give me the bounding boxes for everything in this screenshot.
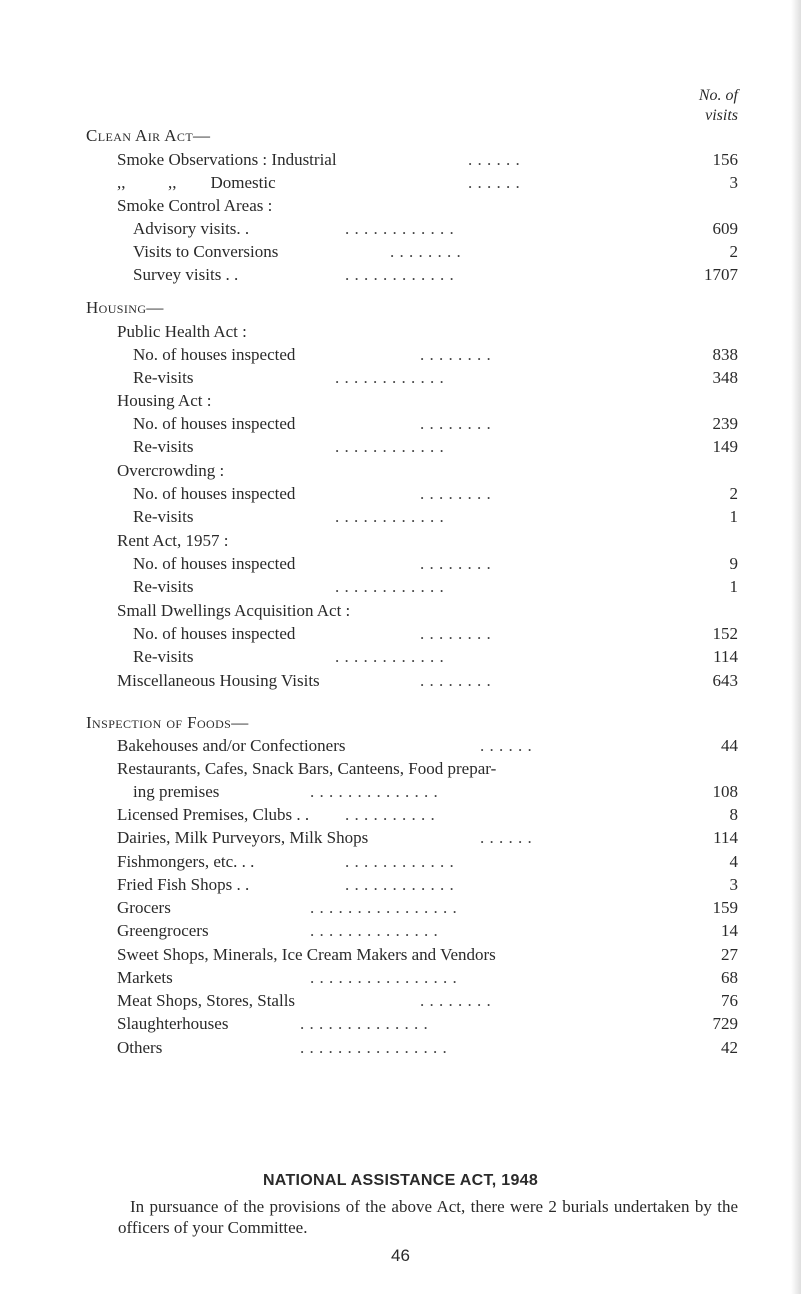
row-label: Dairies, Milk Purveyors, Milk Shops (117, 828, 369, 847)
table-row (0, 366, 801, 390)
row-visit-count: 3 (729, 173, 738, 192)
row-label: Small Dwellings Acquisition Act : (117, 601, 351, 620)
table-row (0, 943, 801, 967)
row-visit-count: 114 (713, 647, 738, 666)
row-label: No. of houses inspected (133, 414, 296, 433)
row-dot-leader: . . . . . . . . (420, 991, 492, 1010)
row-label: Miscellaneous Housing Visits (117, 671, 320, 690)
table-row (0, 529, 801, 553)
table-row (0, 194, 801, 218)
table-row (0, 757, 801, 781)
row-dot-leader: . . . . . . . . . . . . (335, 507, 445, 526)
row-visit-count: 3 (729, 875, 738, 894)
row-visit-count: 114 (713, 828, 738, 847)
table-row (0, 645, 801, 669)
row-label: Overcrowding : (117, 461, 225, 480)
row-visit-count: 1707 (704, 265, 738, 284)
row-visit-count: 68 (721, 968, 738, 987)
column-header-visits: visits (705, 107, 738, 124)
row-dot-leader: . . . . . . . . (420, 484, 492, 503)
row-dot-leader: . . . . . . . . . . (345, 805, 436, 824)
row-label: ,, ,, Domestic (117, 173, 276, 192)
table-row (0, 989, 801, 1013)
row-dot-leader: . . . . . . . . (420, 414, 492, 433)
row-dot-leader: . . . . . . . . . . . . (335, 437, 445, 456)
row-visit-count: 643 (712, 671, 738, 690)
table-row (0, 459, 801, 483)
table-row (0, 850, 801, 874)
row-visit-count: 108 (712, 782, 738, 801)
row-visit-count: 348 (712, 368, 738, 387)
row-label: Rent Act, 1957 : (117, 531, 229, 550)
row-label: Grocers (117, 898, 171, 917)
row-dot-leader: . . . . . . . . . . . . (335, 577, 445, 596)
table-row (0, 803, 801, 827)
row-dot-leader: . . . . . . . . . . . . . . . . (310, 898, 458, 917)
row-visit-count: 27 (721, 945, 738, 964)
row-label: Re-visits (133, 507, 194, 526)
section-title-text: Clean Air Act— (86, 126, 211, 145)
row-label: Re-visits (133, 437, 194, 456)
row-visit-count: 609 (712, 219, 738, 238)
row-label: Markets (117, 968, 173, 987)
column-header-no-of: No. of (698, 87, 738, 104)
row-dot-leader: . . . . . . . . . . . . . . . . (310, 968, 458, 987)
row-label: Restaurants, Cafes, Snack Bars, Canteens, Food prepar- (117, 759, 497, 778)
row-dot-leader: . . . . . . . . . . . . . . . . (300, 1038, 448, 1057)
row-label: Smoke Control Areas : (117, 196, 273, 215)
row-visit-count: 239 (712, 414, 738, 433)
row-visit-count: 2 (729, 484, 738, 503)
row-dot-leader: . . . . . . . . . . . . (345, 875, 455, 894)
table-row (0, 263, 801, 287)
national-assistance-heading: NATIONAL ASSISTANCE ACT, 1948 (262, 1172, 539, 1189)
table-row (0, 343, 801, 367)
table-row (0, 505, 801, 529)
row-label: Sweet Shops, Minerals, Ice Cream Makers and Vendors (117, 945, 496, 964)
row-dot-leader: . . . . . . (480, 828, 533, 847)
row-dot-leader: . . . . . . . . (420, 345, 492, 364)
table-row (0, 412, 801, 436)
section-title-text: Inspection of Foods— (86, 713, 249, 732)
row-dot-leader: . . . . . . . . . . . . (335, 647, 445, 666)
table-row (0, 966, 801, 990)
row-visit-count: 156 (712, 150, 738, 169)
table-row (0, 320, 801, 344)
table-row (0, 669, 801, 693)
row-dot-leader: . . . . . . . . . . . . . . (310, 782, 439, 801)
row-dot-leader: . . . . . . . . . . . . . . (300, 1014, 429, 1033)
row-dot-leader: . . . . . . . . (390, 242, 462, 261)
row-label: No. of houses inspected (133, 345, 296, 364)
row-dot-leader: . . . . . . (480, 736, 533, 755)
row-visit-count: 4 (729, 852, 738, 871)
table-row (0, 896, 801, 920)
row-dot-leader: . . . . . . . . . . . . (345, 852, 455, 871)
section-title-housing (0, 296, 801, 320)
table-row (0, 1036, 801, 1060)
row-label: Re-visits (133, 368, 194, 387)
national-assistance-paragraph: In pursuance of the provisions of the above Act, there were 2 burials undertaken by the officers of your Committee. (118, 1197, 738, 1237)
row-dot-leader: . . . . . . . . (420, 624, 492, 643)
row-label: Public Health Act : (117, 322, 247, 341)
row-label: ing premises (133, 782, 220, 801)
row-label: Survey visits . . (133, 265, 239, 284)
row-dot-leader: . . . . . . . . . . . . (345, 219, 455, 238)
row-visit-count: 42 (721, 1038, 738, 1057)
row-label: Slaughterhouses (117, 1014, 229, 1033)
table-row (0, 780, 801, 804)
row-label: Licensed Premises, Clubs . . (117, 805, 310, 824)
row-dot-leader: . . . . . . . . (420, 671, 492, 690)
section-title-text: Housing— (86, 298, 164, 317)
row-visit-count: 1 (729, 577, 738, 596)
table-row (0, 575, 801, 599)
table-row (0, 622, 801, 646)
table-row (0, 1012, 801, 1036)
table-row (0, 552, 801, 576)
row-label: Re-visits (133, 647, 194, 666)
table-row (0, 389, 801, 413)
row-dot-leader: . . . . . . . . . . . . . . (310, 921, 439, 940)
table-row (0, 148, 801, 172)
row-label: Re-visits (133, 577, 194, 596)
table-row (0, 217, 801, 241)
table-row (0, 240, 801, 264)
row-label: Advisory visits. . (133, 219, 250, 238)
row-visit-count: 152 (712, 624, 738, 643)
row-visit-count: 14 (721, 921, 738, 940)
row-label: Meat Shops, Stores, Stalls (117, 991, 296, 1010)
table-row (0, 435, 801, 459)
table-row (0, 171, 801, 195)
page-number: 46 (391, 1246, 410, 1265)
table-row (0, 826, 801, 850)
section-title-inspection-of-foods (0, 711, 801, 735)
table-row (0, 599, 801, 623)
row-visit-count: 729 (712, 1014, 738, 1033)
row-label: Fishmongers, etc. . . (117, 852, 255, 871)
row-dot-leader: . . . . . . (468, 150, 521, 169)
table-row (0, 919, 801, 943)
row-dot-leader: . . . . . . . . (420, 554, 492, 573)
row-label: Visits to Conversions (133, 242, 279, 261)
row-visit-count: 149 (712, 437, 738, 456)
row-label: Bakehouses and/or Confectioners (117, 736, 346, 755)
row-dot-leader: . . . . . . . . . . . . (335, 368, 445, 387)
row-visit-count: 44 (721, 736, 738, 755)
row-dot-leader: . . . . . . . . . . . . (345, 265, 455, 284)
section-title-clean-air (0, 124, 801, 148)
row-dot-leader: . . . . . . (468, 173, 521, 192)
row-visit-count: 1 (729, 507, 738, 526)
row-label: No. of houses inspected (133, 484, 296, 503)
row-visit-count: 2 (729, 242, 738, 261)
row-label: No. of houses inspected (133, 554, 296, 573)
table-row (0, 482, 801, 506)
row-visit-count: 9 (729, 554, 738, 573)
table-row (0, 734, 801, 758)
table-row (0, 873, 801, 897)
row-label: Housing Act : (117, 391, 212, 410)
row-label: Greengrocers (117, 921, 209, 940)
row-visit-count: 76 (721, 991, 738, 1010)
row-visit-count: 838 (712, 345, 738, 364)
row-label: Others (117, 1038, 163, 1057)
row-label: Fried Fish Shops . . (117, 875, 250, 894)
row-label: Smoke Observations : Industrial (117, 150, 337, 169)
row-label: No. of houses inspected (133, 624, 296, 643)
row-visit-count: 159 (712, 898, 738, 917)
row-visit-count: 8 (729, 805, 738, 824)
